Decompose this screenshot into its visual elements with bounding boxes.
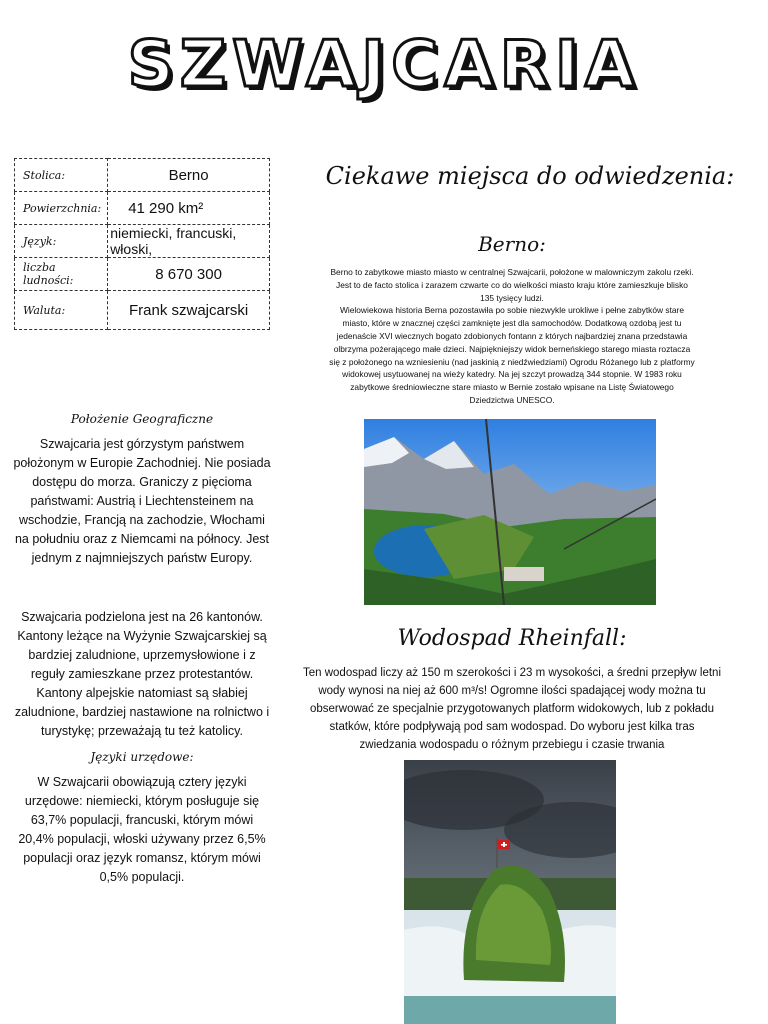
- alpine-lake-photo: [364, 419, 656, 605]
- cantons-text: Szwajcaria podzielona jest na 26 kantonów. Kantony leżące na Wyżynie Szwajcarskiej są bardziej zaludnione, uprzemysłowione i z reguły zamieszkane przez protestantów. Kantony alpejskie natomiast są słabiej zaludnione, bardziej nastawione na rolnictwo i turystykę; przeważają tu też katolicy.: [14, 610, 270, 738]
- capital-label: Stolica:: [15, 159, 108, 192]
- language-label: Język:: [15, 225, 108, 258]
- population-value: 8 670 300: [108, 258, 270, 291]
- population-label: liczba ludności:: [15, 258, 108, 291]
- facts-row-area: [15, 192, 270, 225]
- alpine-lake-illustration: [364, 419, 656, 605]
- geography-text: Szwajcaria jest górzystym państwem położonym w Europie Zachodniej. Nie posiada dostępu do morza. Graniczy z pięcioma państwami: Austrią i Liechtensteinem na wschodzie, Francją na zachodzie, Włochami na południu oraz z Niemcami na północy. Jest jednym z najmniejszych państw Europy.: [13, 437, 271, 565]
- berno-heading: Berno:: [478, 232, 546, 256]
- area-value: 41 290 km²: [108, 192, 270, 225]
- berno-paragraph-1: Berno to zabytkowe miasto miasto w centralnej Szwajcarii, położone w malowniczym zakolu rzeki. Jest to de facto stolica i zarazem czwarte co do wielkości miasto kraju które zamieszkuje blisko 135 tysięcy ludzi.: [330, 267, 694, 303]
- currency-label: Waluta:: [15, 291, 108, 330]
- currency-value: Frank szwajcarski: [108, 291, 270, 330]
- rheinfall-illustration: [404, 760, 616, 1024]
- page-title: SZWAJCARIA: [127, 28, 641, 102]
- cantons-section: [12, 608, 272, 741]
- berno-paragraph-2: Wielowiekowa historia Berna pozostawiła po sobie niezwykle urokliwe i pełne zabytków stare miasto, które w znacznej części zamknięte jest dla samochodów. Dodatkową ozdobą jest tu jedenaście XVI wiecznych bogato zdobionych fontann z których najbardziej znana przedstawia olbrzyma pożerającego małe dzieci. Najpiękniejszy widok berneńskiego starego miasta roztacza się z położonego na wzniesieniu (nad jaskinią z niedźwiedziami) Ogrodu Różanego lub z platformy widokowej usytuowanej na wieży katedry. Na jej szczyt prowadzą 344 stopnie. W 1983 roku zabytkowe średniowieczne stare miasto w Bernie zostało wpisane na Listę Światowego Dziedzictwa UNESCO.: [329, 305, 695, 405]
- berno-text: [328, 266, 696, 407]
- facts-row-capital: [15, 159, 270, 192]
- facts-row-population: [15, 258, 270, 291]
- area-label: Powierzchnia:: [15, 192, 108, 225]
- facts-row-currency: [15, 291, 270, 330]
- rheinfall-text: Ten wodospad liczy aż 150 m szerokości i 23 m wysokości, a średni przepływ letni wody wynosi na niej aż 600 m³/s! Ogromne ilości spadającej wody można tu obserwować ze specjalnie przygotowanych platform widokowych, lub z pokładu statków, które podpływają pod sam wodospad. Do wyboru jest kilka tras zwiedzania wodospadu o różnym przebiegu i czasie trwania: [302, 667, 721, 751]
- languages-section: [12, 748, 272, 887]
- languages-heading: Języki urzędowe:: [90, 750, 194, 764]
- facts-row-language: [15, 225, 270, 258]
- language-value: niemiecki, francuski, włoski,: [108, 225, 270, 258]
- facts-table: [14, 158, 270, 330]
- geography-heading: Położenie Geograficzne: [70, 412, 214, 426]
- rheinfall-heading: Wodospad Rheinfall:: [397, 626, 627, 651]
- places-heading: Ciekawe miejsca do odwiedzenia:: [325, 162, 735, 190]
- rheinfall-photo: [404, 760, 616, 1024]
- capital-value: Berno: [108, 159, 270, 192]
- geography-section: [12, 410, 272, 568]
- languages-text: W Szwajcarii obowiązują cztery języki urzędowe: niemiecki, którym posługuje się 63,7% populacji, francuski, którym mówi 20,4% populacji, włoski używany przez 6,5% populacji oraz język romansz, którym mówi 0,5% populacji.: [18, 775, 266, 884]
